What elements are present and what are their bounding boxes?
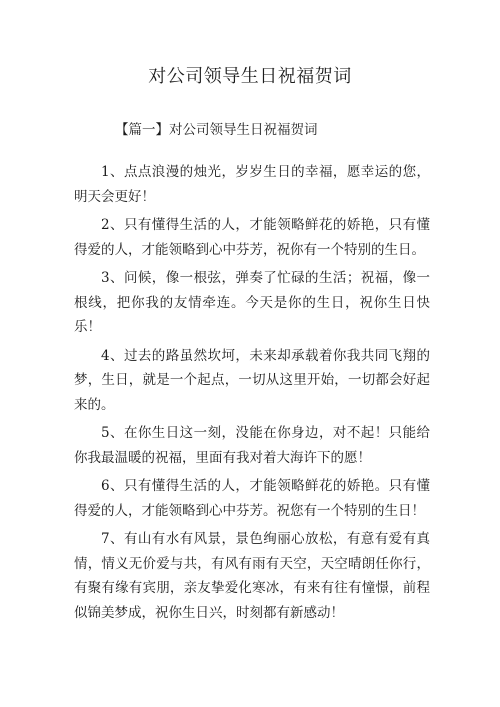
section-heading: 【篇一】对公司领导生日祝福贺词 bbox=[115, 122, 318, 138]
paragraph-4: 4、过去的路虽然坎坷，未来却承载着你我共同飞翔的梦，生日，就是一个起点，一切从这里开始，一切都会好起来的。 bbox=[74, 347, 430, 413]
paragraph-1: 1、点点浪漫的烛光，岁岁生日的幸福，愿幸运的您，明天会更好！ bbox=[74, 164, 430, 205]
document-body bbox=[74, 160, 430, 629]
paragraph-3: 3、问候，像一根弦，弹奏了忙碌的生活；祝福，像一根线，把你我的友情牵连。今天是你的生日，祝你生日快乐！ bbox=[74, 270, 430, 335]
paragraph-6: 6、只有懂得生活的人，才能领略鲜花的娇艳。只有懂得爱的人，才能领略到心中芬芳。祝您有一个特别的生日！ bbox=[74, 478, 430, 519]
paragraph-2: 2、只有懂得生活的人，才能领略鲜花的娇艳，只有懂得爱的人，才能领略到心中芬芳，祝你有一个特别的生日。 bbox=[74, 217, 430, 258]
paragraph-5: 5、在你生日这一刻，没能在你身边，对不起！只能给你我最温暖的祝福，里面有我对着大海许下的愿！ bbox=[74, 425, 430, 466]
paragraph-7: 7、有山有水有风景，景色绚丽心放松，有意有爱有真情，情义无价爱与共，有风有雨有天空，天空晴朗任你行，有聚有缘有宾朋，亲友挚爱化寒冰，有来有往有憧憬，前程似锦美梦成，祝你生日兴，时刻都有新感动！ bbox=[74, 531, 430, 621]
document-title: 对公司领导生日祝福贺词 bbox=[148, 66, 352, 87]
